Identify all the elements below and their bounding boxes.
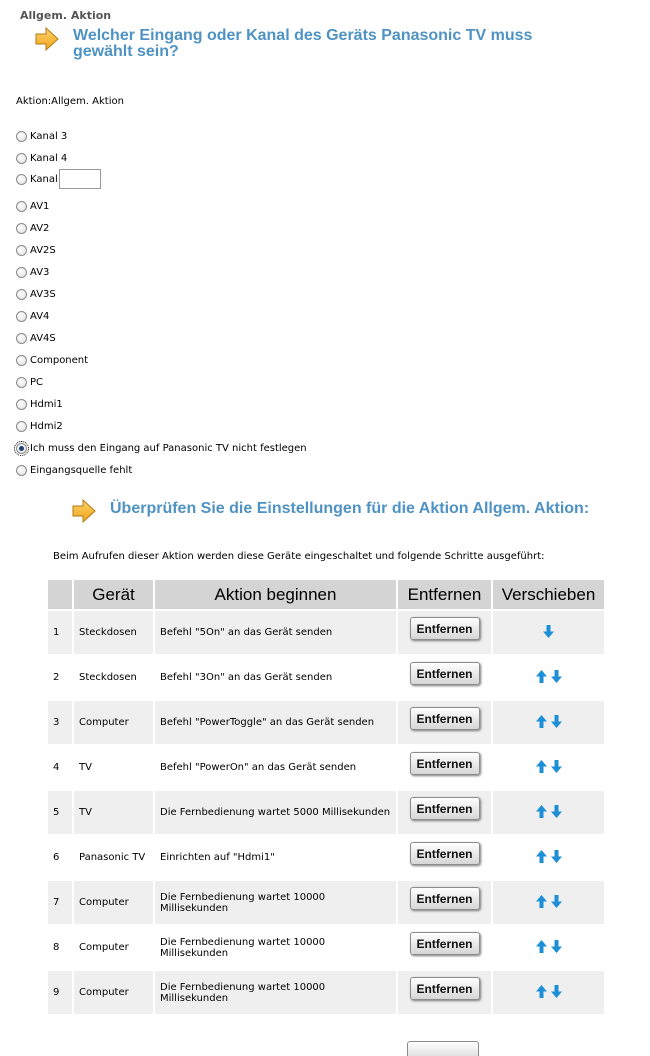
row-move-cell <box>493 746 604 789</box>
arrow-right-icon <box>34 26 60 52</box>
header-action: Aktion beginnen <box>155 580 396 609</box>
table-row <box>48 971 604 1014</box>
radio-button[interactable] <box>16 267 27 278</box>
header-remove: Entfernen <box>398 580 491 609</box>
row-move-cell <box>493 926 604 969</box>
row-device: Steckdosen <box>74 611 153 654</box>
arrow-down-icon[interactable] <box>550 849 563 867</box>
arrow-up-icon[interactable] <box>535 714 548 732</box>
row-remove-cell <box>398 611 491 654</box>
option-label: AV4 <box>30 310 50 322</box>
option-row[interactable] <box>16 126 67 146</box>
row-move-cell <box>493 701 604 744</box>
option-row[interactable] <box>16 148 67 168</box>
option-label: AV1 <box>30 200 50 212</box>
arrow-down-icon[interactable] <box>542 624 555 642</box>
radio-button[interactable] <box>16 131 27 142</box>
summary-intro: Beim Aufrufen dieser Aktion werden diese Geräte eingeschaltet und folgende Schritte ausgeführt: <box>53 551 545 562</box>
table-row <box>48 656 604 699</box>
row-remove-cell <box>398 701 491 744</box>
option-label: PC <box>30 376 44 388</box>
option-label: Kanal 4 <box>30 152 68 164</box>
row-device: Computer <box>74 881 153 924</box>
remove-button[interactable]: Entfernen <box>410 617 480 640</box>
radio-button[interactable] <box>16 333 27 344</box>
option-label: Eingangsquelle fehlt <box>30 464 133 476</box>
radio-button[interactable] <box>16 289 27 300</box>
arrow-down-icon[interactable] <box>550 984 563 1002</box>
arrow-up-icon[interactable] <box>535 804 548 822</box>
option-row[interactable] <box>16 394 63 414</box>
row-action: Die Fernbedienung wartet 10000 Millisekunden <box>155 926 396 969</box>
arrow-down-icon[interactable] <box>550 894 563 912</box>
option-row[interactable] <box>16 438 307 458</box>
row-device: TV <box>74 791 153 834</box>
row-remove-cell <box>398 881 491 924</box>
option-row[interactable] <box>16 306 49 326</box>
row-move-cell <box>493 656 604 699</box>
arrow-up-icon[interactable] <box>535 849 548 867</box>
row-action: Die Fernbedienung wartet 5000 Millisekunden <box>155 791 396 834</box>
table-row <box>48 701 604 744</box>
arrow-up-icon[interactable] <box>535 759 548 777</box>
option-label: Ich muss den Eingang auf Panasonic TV nicht festlegen <box>30 442 307 454</box>
radio-button[interactable] <box>16 377 27 388</box>
radio-button[interactable] <box>16 355 27 366</box>
table-header-row <box>48 580 604 609</box>
option-label: Hdmi2 <box>30 420 63 432</box>
option-label: Hdmi1 <box>30 398 63 410</box>
row-move-cell <box>493 791 604 834</box>
option-row[interactable] <box>16 218 49 238</box>
question-title: Welcher Eingang oder Kanal des Geräts Panasonic TV muss gewählt sein? <box>73 27 533 60</box>
arrow-down-icon[interactable] <box>550 804 563 822</box>
row-device: Computer <box>74 701 153 744</box>
radio-button[interactable] <box>16 443 27 454</box>
option-label: AV3 <box>30 266 50 278</box>
row-number: 6 <box>48 836 72 879</box>
option-label: AV2S <box>30 244 56 256</box>
row-remove-cell <box>398 836 491 879</box>
remove-button[interactable]: Entfernen <box>410 752 480 775</box>
row-move-cell <box>493 611 604 654</box>
table-row <box>48 836 604 879</box>
row-device: Computer <box>74 926 153 969</box>
aktion-line: Aktion:Allgem. Aktion <box>16 96 124 107</box>
option-row[interactable] <box>16 240 56 260</box>
table-row <box>48 881 604 924</box>
remove-button[interactable]: Entfernen <box>410 887 480 910</box>
remove-button[interactable]: Entfernen <box>410 842 480 865</box>
row-device: Computer <box>74 971 153 1014</box>
option-row[interactable] <box>16 416 63 436</box>
row-device: Steckdosen <box>74 656 153 699</box>
option-label: Kanal <box>30 173 58 185</box>
row-number: 7 <box>48 881 72 924</box>
remove-button[interactable]: Entfernen <box>410 662 480 685</box>
row-device: Panasonic TV <box>74 836 153 879</box>
option-label: AV4S <box>30 332 56 344</box>
row-remove-cell <box>398 746 491 789</box>
radio-button[interactable] <box>16 421 27 432</box>
arrow-down-icon[interactable] <box>550 759 563 777</box>
option-row[interactable] <box>16 284 56 304</box>
remove-button[interactable]: Entfernen <box>410 707 480 730</box>
radio-button[interactable] <box>16 245 27 256</box>
arrow-up-icon[interactable] <box>535 669 548 687</box>
option-row[interactable] <box>16 196 49 216</box>
table-row <box>48 611 604 654</box>
row-move-cell <box>493 881 604 924</box>
row-number: 4 <box>48 746 72 789</box>
option-label: AV3S <box>30 288 56 300</box>
option-row[interactable] <box>16 262 49 282</box>
header-num <box>48 580 72 609</box>
remove-button[interactable]: Entfernen <box>410 797 480 820</box>
option-row[interactable] <box>16 169 101 189</box>
row-device: TV <box>74 746 153 789</box>
option-label: AV2 <box>30 222 50 234</box>
row-move-cell <box>493 971 604 1014</box>
row-action: Einrichten auf "Hdmi1" <box>155 836 396 879</box>
option-label: Kanal 3 <box>30 130 68 142</box>
arrow-up-icon[interactable] <box>535 894 548 912</box>
row-number: 9 <box>48 971 72 1014</box>
row-action: Die Fernbedienung wartet 10000 Millisekunden <box>155 881 396 924</box>
row-number: 3 <box>48 701 72 744</box>
radio-button[interactable] <box>16 465 27 476</box>
table-row <box>48 926 604 969</box>
row-remove-cell <box>398 656 491 699</box>
arrow-up-icon[interactable] <box>535 984 548 1002</box>
radio-button[interactable] <box>16 311 27 322</box>
radio-button[interactable] <box>16 223 27 234</box>
row-action: Befehl "PowerOn" an das Gerät senden <box>155 746 396 789</box>
row-move-cell <box>493 836 604 879</box>
table-row <box>48 791 604 834</box>
summary-title: Überprüfen Sie die Einstellungen für die Aktion Allgem. Aktion: <box>110 500 590 517</box>
row-number: 2 <box>48 656 72 699</box>
row-remove-cell <box>398 971 491 1014</box>
table-row <box>48 746 604 789</box>
steps-table <box>46 578 606 1016</box>
arrow-down-icon[interactable] <box>550 669 563 687</box>
option-row[interactable] <box>16 350 88 370</box>
header-move: Verschieben <box>493 580 604 609</box>
remove-button[interactable]: Entfernen <box>410 977 480 1000</box>
radio-button[interactable] <box>16 201 27 212</box>
row-number: 1 <box>48 611 72 654</box>
radio-button[interactable] <box>16 399 27 410</box>
remove-button[interactable]: Entfernen <box>410 932 480 955</box>
row-action: Die Fernbedienung wartet 10000 Millisekunden <box>155 971 396 1014</box>
option-row[interactable] <box>16 372 43 392</box>
option-row[interactable] <box>16 328 56 348</box>
arrow-down-icon[interactable] <box>550 714 563 732</box>
arrow-down-icon[interactable] <box>550 939 563 957</box>
row-action: Befehl "5On" an das Gerät senden <box>155 611 396 654</box>
radio-button[interactable] <box>16 174 27 185</box>
row-action: Befehl "3On" an das Gerät senden <box>155 656 396 699</box>
arrow-right-icon <box>71 498 97 524</box>
option-row[interactable] <box>16 460 132 480</box>
row-remove-cell <box>398 926 491 969</box>
kanal-input[interactable] <box>59 169 101 189</box>
row-number: 8 <box>48 926 72 969</box>
row-action: Befehl "PowerToggle" an das Gerät senden <box>155 701 396 744</box>
row-number: 5 <box>48 791 72 834</box>
radio-button[interactable] <box>16 153 27 164</box>
option-label: Component <box>30 354 89 366</box>
row-remove-cell <box>398 791 491 834</box>
header-device: Gerät <box>74 580 153 609</box>
arrow-up-icon[interactable] <box>535 939 548 957</box>
section-heading: Allgem. Aktion <box>20 9 112 22</box>
